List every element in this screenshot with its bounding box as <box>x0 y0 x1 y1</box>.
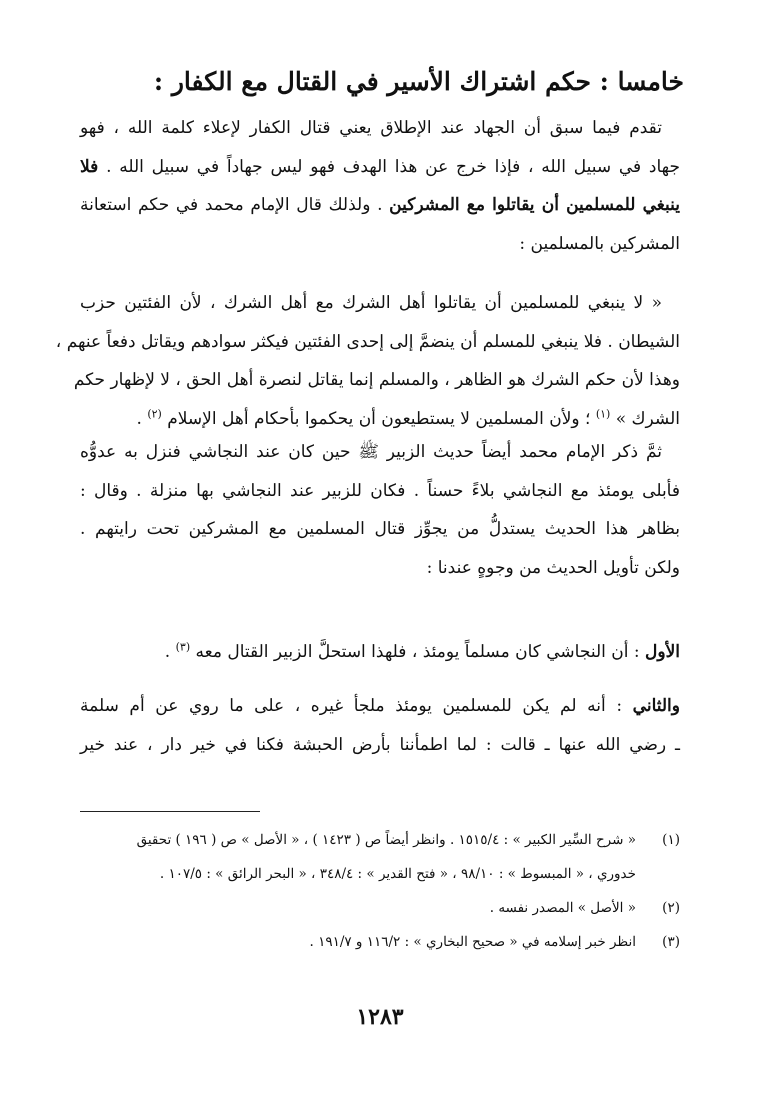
footnote-number: (٢) <box>662 900 680 916</box>
footnote-3 <box>80 925 680 959</box>
paragraph-hadith <box>80 433 680 587</box>
text-line: ولكن تأويل الحديث من وجوهٍ عندنا : <box>426 557 680 578</box>
text-line: الأول : أن النجاشي كان مسلماً يومئذ ، فلهذا استحلَّ الزبير القتال معه $^{(٣)}$ . <box>164 640 680 662</box>
paragraph-intro <box>80 109 680 263</box>
text-line: تقدم فيما سبق أن الجهاد عند الإطلاق يعني قتال الكفار لإعلاء كلمة الله ، فهو <box>80 118 662 138</box>
text-line: « لا ينبغي للمسلمين أن يقاتلوا أهل الشرك مع أهل الشرك ، لأن الفئتين حزب <box>80 293 662 313</box>
footnote-number: (١) <box>662 832 680 848</box>
text-line: فأبلى يومئذ مع النجاشي بلاءً حسناً . فكان للزبير عند النجاشي بها منزلة . وقال : <box>80 480 680 501</box>
text-line: والثاني : أنه لم يكن للمسلمين يومئذ ملجأ غيره ، على ما روي عن أم سلمة <box>80 696 680 716</box>
text-line: المشركين بالمسلمين : <box>519 233 680 254</box>
text-line: وهذا لأن حكم الشرك هو الظاهر ، والمسلم إنما يقاتل لنصرة أهل الحق ، لا لإظهار حكم <box>73 370 680 390</box>
section-heading: خامسا : حكم اشتراك الأسير في القتال مع الكفار : <box>153 67 684 96</box>
footnote-ref: (١) <box>595 406 611 420</box>
footnote-number: (٣) <box>662 934 680 950</box>
bold-text: ينبغي للمسلمين أن يقاتلوا مع المشركين <box>389 195 680 215</box>
footnote-text: « الأصل » المصدر نفسه . <box>489 900 636 916</box>
text-line: ينبغي للمسلمين أن يقاتلوا مع المشركين . ولذلك قال الإمام محمد في حكم استعانة <box>80 195 680 215</box>
footnote-2 <box>80 891 680 925</box>
paragraph-first-reason <box>80 633 680 672</box>
quote-paragraph <box>55 284 680 438</box>
footnote-separator <box>80 811 260 812</box>
text-line: الشرك » $^{(١)}$ ؛ ولأن المسلمين لا يستطيعون أن يحكموا بأحكام أهل الإسلام $^{(٢)}$ . <box>136 406 680 429</box>
text-line: الشيطان . فلا ينبغي للمسلم أن ينضمَّ إلى إحدى الفئتين فيكثر سوادهم ويقاتل دفعاً عنهم ، <box>55 331 680 352</box>
footnote-ref: (٣) <box>175 640 191 654</box>
footnotes <box>80 823 680 959</box>
bold-label: والثاني <box>632 696 680 716</box>
footnote-text: خدوري ، « المبسوط » : ٩٨/١٠ ، « فتح القدير » : ٣٤٨/٤ ، « البحر الرائق » : ١٠٧/٥ . <box>159 866 636 882</box>
footnote-1 <box>80 823 680 857</box>
page-number: ١٢٨٣ <box>356 1004 404 1030</box>
paragraph-second-reason <box>80 687 680 764</box>
bold-label: الأول <box>645 642 680 662</box>
text-line: جهاد في سبيل الله ، فإذا خرج عن هذا الهدف فهو ليس جهاداً في سبيل الله . فلا <box>80 156 681 177</box>
text-line: بظاهر هذا الحديث يستدلُّ من يجوِّز قتال المسلمين مع المشركين تحت رايتهم . <box>80 519 680 539</box>
footnote-text: « شرح السِّير الكبير » : ١٥١٥/٤ . وانظر أيضاً ص ( ١٤٢٣ ) ، « الأصل » ص ( ١٩٦ ) تحقيق <box>136 832 636 848</box>
footnote-text: انظر خبر إسلامه في « صحيح البخاري » : ١١٦/٢ و ١٩١/٧ . <box>309 934 636 950</box>
text-line: ثمَّ ذكر الإمام محمد أيضاً حديث الزبير ﷺ حين كان عند النجاشي فنزل به عدوُّه <box>80 442 662 462</box>
footnote-ref: (٢) <box>147 406 162 420</box>
text-line: ـ رضي الله عنها ـ قالت : لما اطمأننا بأرض الحبشة فكنا في خير دار ، عند خير <box>80 734 680 755</box>
bold-text: فلا <box>80 156 99 177</box>
